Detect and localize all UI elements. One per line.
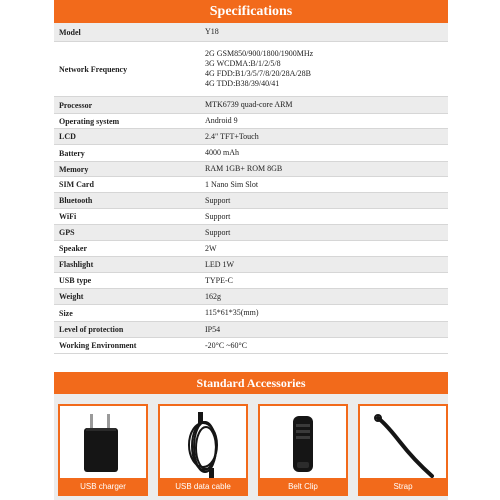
usb-cable-icon: [160, 406, 246, 480]
spec-value-line: 2.4" TFT+Touch: [205, 131, 259, 141]
usb-cable-card: [158, 404, 248, 478]
spec-value: [204, 241, 448, 256]
usb-charger-label: USB charger: [58, 478, 148, 496]
specifications-table: [54, 23, 448, 354]
spec-label: Working Environment: [59, 341, 137, 350]
spec-row: [54, 42, 448, 97]
usb-charger-card: [58, 404, 148, 478]
strap-label: Strap: [358, 478, 448, 496]
spec-value-line: Android 9: [205, 116, 238, 125]
spec-value-line: Support: [205, 195, 231, 205]
spec-value-line: 3G WCDMA:B/1/2/5/8: [205, 59, 281, 68]
spec-value-line: MTK6739 quad-core ARM: [205, 100, 293, 109]
spec-row: [54, 129, 448, 145]
spec-row: [54, 162, 448, 177]
spec-row: [54, 273, 448, 289]
spec-value: [204, 97, 448, 113]
spec-value-line: -20°C ~60°C: [205, 340, 248, 350]
belt-clip-icon: [260, 406, 346, 480]
spec-row: [54, 225, 448, 241]
spec-row: [54, 241, 448, 257]
spec-label: Processor: [59, 100, 93, 110]
spec-value: [204, 177, 448, 192]
spec-row: [54, 289, 448, 305]
spec-row: [54, 145, 448, 162]
spec-label: Level of protection: [59, 325, 124, 334]
specifications-header: Specifications: [54, 0, 448, 23]
accessories-section: [54, 394, 448, 500]
spec-value: [204, 305, 448, 321]
spec-label: Memory: [59, 164, 89, 174]
belt-clip-label: Belt Clip: [258, 478, 348, 496]
spec-value-line: IP54: [205, 324, 221, 334]
spec-label: Size: [59, 308, 73, 318]
spec-value: [204, 209, 448, 224]
spec-value: [204, 193, 448, 208]
belt-clip-card: [258, 404, 348, 478]
spec-label: Model: [59, 27, 81, 37]
spec-label: WiFi: [59, 212, 77, 221]
strap-icon: [360, 406, 446, 480]
spec-value-line: 4G TDD:B38/39/40/41: [205, 79, 280, 88]
spec-value-line: 4G FDD:B1/3/5/7/8/20/28A/28B: [205, 69, 312, 78]
accessories-header: Standard Accessories: [54, 372, 448, 394]
spec-label: Speaker: [59, 244, 87, 253]
spec-value: [204, 289, 448, 304]
strap-card: [358, 404, 448, 478]
spec-row: [54, 322, 448, 338]
spec-value: [204, 114, 448, 128]
spec-row: [54, 305, 448, 322]
spec-value: [204, 225, 448, 240]
spec-value-line: TYPE-C: [205, 275, 233, 285]
spec-value-line: 2W: [205, 243, 217, 253]
spec-label: Flashlight: [59, 260, 94, 269]
spec-label: Operating system: [59, 116, 120, 126]
spec-value: [204, 23, 448, 41]
spec-label: Network Frequency: [59, 64, 128, 74]
spec-row: [54, 114, 448, 129]
spec-value-line: 4000 mAh: [205, 148, 239, 157]
spec-value-line: 2G GSM850/900/1800/1900MHz: [205, 49, 314, 58]
spec-value-line: Y18: [205, 27, 219, 36]
spec-value: [204, 42, 448, 96]
spec-row: [54, 209, 448, 225]
spec-value-line: LED 1W: [205, 259, 235, 269]
spec-value: [204, 129, 448, 144]
spec-value: [204, 273, 448, 288]
spec-value: [204, 322, 448, 337]
spec-label: USB type: [59, 276, 92, 285]
spec-row: [54, 177, 448, 193]
spec-value: [204, 162, 448, 176]
spec-label: Bluetooth: [59, 196, 93, 205]
spec-value-line: Support: [205, 211, 231, 221]
usb-charger-icon: [60, 406, 146, 480]
spec-label: LCD: [59, 132, 76, 141]
spec-value-line: Support: [205, 227, 231, 237]
spec-label: Battery: [59, 148, 85, 158]
spec-row: [54, 338, 448, 354]
spec-value-line: RAM 1GB+ ROM 8GB: [205, 164, 283, 173]
spec-value: [204, 145, 448, 161]
spec-row: [54, 193, 448, 209]
spec-row: [54, 23, 448, 42]
spec-label: SIM Card: [59, 180, 94, 189]
usb-cable-label: USB data cable: [158, 478, 248, 496]
spec-row: [54, 97, 448, 114]
spec-value-line: 115*61*35(mm): [205, 308, 259, 317]
spec-value-line: 162g: [205, 291, 221, 301]
spec-row: [54, 257, 448, 273]
spec-value-line: 1 Nano Sim Slot: [205, 179, 259, 189]
spec-label: Weight: [59, 292, 84, 301]
spec-label: GPS: [59, 228, 75, 237]
spec-value: [204, 257, 448, 272]
spec-value: [204, 338, 448, 353]
